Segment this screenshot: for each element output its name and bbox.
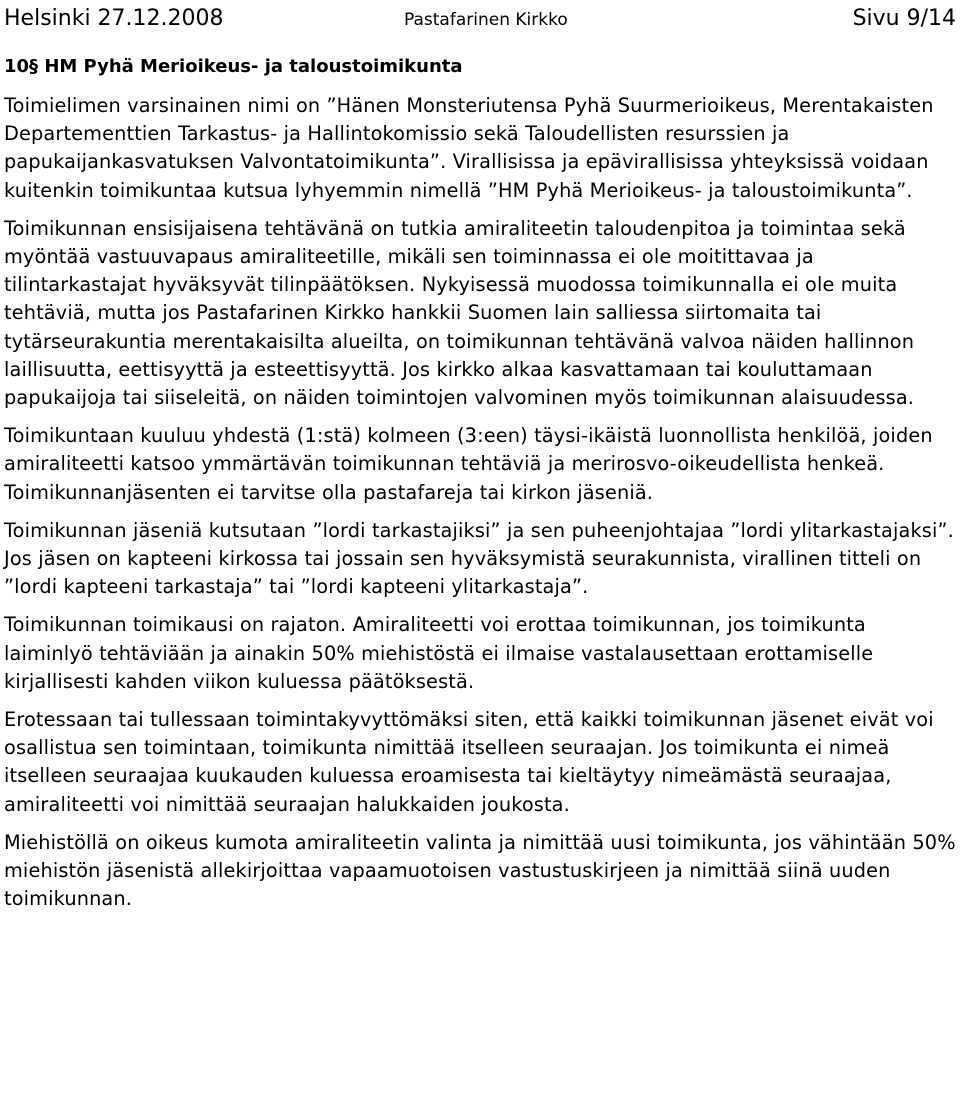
document-page [4,0,956,913]
header-page-number: Sivu 9/14 [852,6,956,31]
paragraph-official-name: Toimielimen varsinainen nimi on ”Hänen Monsteriutensa Pyhä Suurmerioikeus, Merentakaisten Departementtien Tarkastus- ja Hallintokomissio sekä Taloudellisten resurssien ja papukaijankasvatuksen Valvontatoimikunta”. Virallisissa ja epävirallisissa yhteyksissä voidaan kuitenkin toimikuntaa kutsua lyhyemmin nimellä ”HM Pyhä Merioikeus- ja taloustoimikunta”. [4,94,934,202]
header-place-date: Helsinki 27.12.2008 [4,6,224,31]
header-organization: Pastafarinen Kirkko [404,10,568,30]
paragraph-duties: Toimikunnan ensisijaisena tehtävänä on tutkia amiraliteetin taloudenpitoa ja toimintaa sekä myöntää vastuuvapaus amiraliteetille, mikäli sen toiminnassa ei ole moitittavaa ja tilintarkastajat hyväksyvät tilinpäätöksen. Nykyisessä muodossa toimikunnalla ei ole muita tehtäviä, mutta jos Pastafarinen Kirkko hankkii Suomen lain salliessa siirtomaita tai tytärseurakuntia merentakaisilta alueilta, on toimikunnan tehtävänä valvoa näiden hallinnon laillisuutta, eettisyyttä ja esteettisyyttä. Jos kirkko alkaa kasvattamaan tai kouluttamaan papukaijoja tai siiseleitä, on näiden toimintojen valvominen myös toimikunnan alaisuudessa. [4,216,915,410]
paragraph-crew-veto: Miehistöllä on oikeus kumota amiraliteetin valinta ja nimittää uusi toimikunta, jos vähintään 50% miehistön jäsenistä allekirjoittaa vapaamuotoisen vastustuskirjeen ja nimittää siinä uuden toimikunnan. [4,830,956,911]
paragraph-term: Toimikunnan toimikausi on rajaton. Amiraliteetti voi erottaa toimikunnan, jos toimikunta laiminlyö tehtäviään ja ainakin 50% miehistöstä ei ilmaise vastalausettaan erottamiselle kirjallisesti kahden viikon kuluessa päätöksestä. [4,613,874,693]
paragraph-succession: Erotessaan tai tullessaan toimintakyvyttömäksi siten, että kaikki toimikunnan jäsenet eivät voi osallistua sen toimintaan, toimikunta nimittää itselleen seuraajan. Jos toimikunta ei nimeä itselleen seuraajaa kuukauden kuluessa eroamisesta tai kieltäytyy nimeämästä seuraajaa, amiraliteetti voi nimittää seuraajan halukkaiden joukosta. [4,708,934,816]
page-header [4,0,956,36]
paragraph-membership: Toimikuntaan kuuluu yhdestä (1:stä) kolmeen (3:een) täysi-ikäistä luonnollista henkilöä, joiden amiraliteetti katsoo ymmärtävän toimikunnan tehtäviä ja merirosvo-oikeudellista henkeä. Toimikunnanjäsenten ei tarvitse olla pastafareja tai kirkon jäseniä. [4,424,933,504]
paragraph-titles: Toimikunnan jäseniä kutsutaan ”lordi tarkastajiksi” ja sen puheenjohtajaa ”lordi ylitarkastajaksi”. Jos jäsen on kapteeni kirkossa tai jossain sen hyväksymistä seurakunnista, virallinen titteli on ”lordi kapteeni tarkastaja” tai ”lordi kapteeni ylitarkastaja”. [4,518,954,599]
section-heading: 10§ HM Pyhä Merioikeus- ja taloustoimikunta [4,56,463,77]
